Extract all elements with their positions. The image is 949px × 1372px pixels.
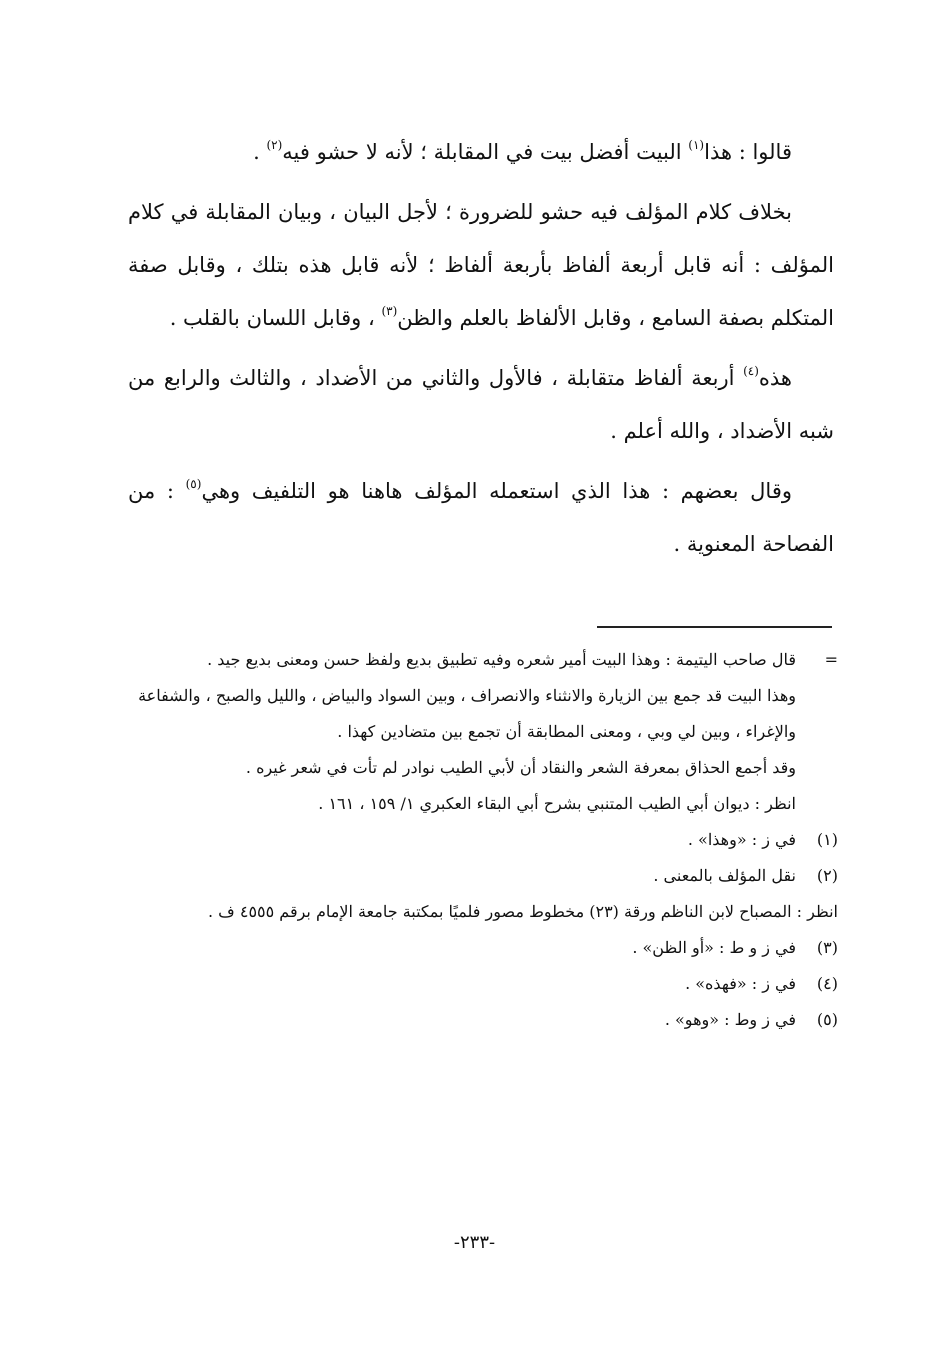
footnote-ref-1: (١) [688, 138, 705, 152]
paragraph-3-text-b: أربعة ألفاظ متقابلة ، فالأول والثاني من الأضداد ، والثالث والرابع من شبه الأضداد ، والله أعلم . [128, 366, 834, 443]
footnote-text: وهذا البيت قد جمع بين الزيارة والانثناء والانصراف ، وبين السواد والبياض ، والليل والصبح ، والشفاعة والإغراء ، وبين لي وبي ، ومعنى المطابقة أن تجمع بين متضادين كهذا . [138, 686, 796, 741]
paragraph-3 [128, 352, 834, 458]
paragraph-2-text-b: ، وقابل اللسان بالقلب . [169, 306, 382, 330]
footnote-separator [597, 626, 832, 628]
footnote-text: في ز وط : «وهو» . [664, 1010, 796, 1029]
page-number: -٢٣٣- [453, 1232, 496, 1253]
footnote-number: (٣) [816, 938, 838, 957]
footnote-continuation-1 [126, 642, 838, 678]
footnote-ref-2: (٢) [266, 138, 283, 152]
paragraph-1-text-b: البيت أفضل بيت في المقابلة ؛ لأنه لا حشو فيه [282, 140, 689, 164]
footnote-continuation-2 [126, 678, 838, 750]
footnote-ref-5: (٥) [185, 477, 202, 491]
footnote-text: قال صاحب اليتيمة : وهذا البيت أمير شعره وفيه تطبيق بديع ولفظ حسن ومعنى بديع جيد . [207, 650, 796, 669]
footnote-4 [126, 966, 838, 1002]
footnote-2 [126, 858, 838, 894]
footnote-5 [126, 1002, 838, 1038]
paragraph-2 [128, 186, 834, 345]
footnote-continuation-3 [126, 750, 838, 786]
footnote-3 [126, 930, 838, 966]
footnote-number: (٥) [816, 1010, 838, 1029]
paragraph-1-text-c: . [253, 140, 267, 164]
footnote-ref-4: (٤) [743, 364, 759, 378]
footnote-text: في ز : «فهذه» . [685, 974, 796, 993]
footnote-text: في ز و ط : «أو الظن» . [632, 938, 796, 957]
footnote-text: انظر : ديوان أبي الطيب المتنبي بشرح أبي البقاء العكبري ١/ ١٥٩ ، ١٦١ . [318, 794, 796, 813]
footnote-number: (٤) [816, 974, 838, 993]
footnotes [126, 642, 838, 1038]
paragraph-4-text-b: : من الفصاحة المعنوية . [128, 479, 834, 556]
continuation-marker: = [824, 650, 838, 669]
footnote-1 [126, 822, 838, 858]
paragraph-2-text-a: بخلاف كلام المؤلف فيه حشو للضرورة ؛ لأجل البيان ، وبيان المقابلة في كلام المؤلف : أنه قابل أربعة ألفاظ بأربعة ألفاظ ؛ لأنه قابل هذه بتلك ، وقابل صفة المتكلم بصفة السامع ، وقابل الألفاظ بالعلم والظن [128, 200, 834, 330]
paragraph-3-text-a: هذه [758, 366, 792, 390]
footnote-2-source [126, 894, 838, 930]
paragraph-1-text-a: قالوا : هذا [704, 140, 792, 164]
footnote-number: (٢) [816, 866, 838, 885]
footnote-continuation-4 [126, 786, 838, 822]
footnote-text: في ز : «وهذا» . [687, 830, 796, 849]
footnote-text: وقد أجمع الحذاق بمعرفة الشعر والنقاد أن لأبي الطيب نوادر لم تأت في شعر غيره . [245, 758, 796, 777]
footnote-number: (١) [816, 830, 838, 849]
paragraph-4-text-a: وقال بعضهم : هذا الذي استعمله المؤلف هاهنا هو التلفيف وهي [201, 479, 792, 503]
footnote-ref-3: (٣) [381, 304, 398, 318]
footnote-text: انظر : المصباح لابن الناظم ورقة (٢٣) مخطوط مصور فلميًا بمكتبة جامعة الإمام برقم ٤٥٥٥ ف . [208, 902, 838, 921]
footnote-text: نقل المؤلف بالمعنى . [653, 866, 796, 885]
paragraph-4 [128, 465, 834, 571]
paragraph-1 [128, 126, 834, 179]
main-text [128, 126, 834, 578]
